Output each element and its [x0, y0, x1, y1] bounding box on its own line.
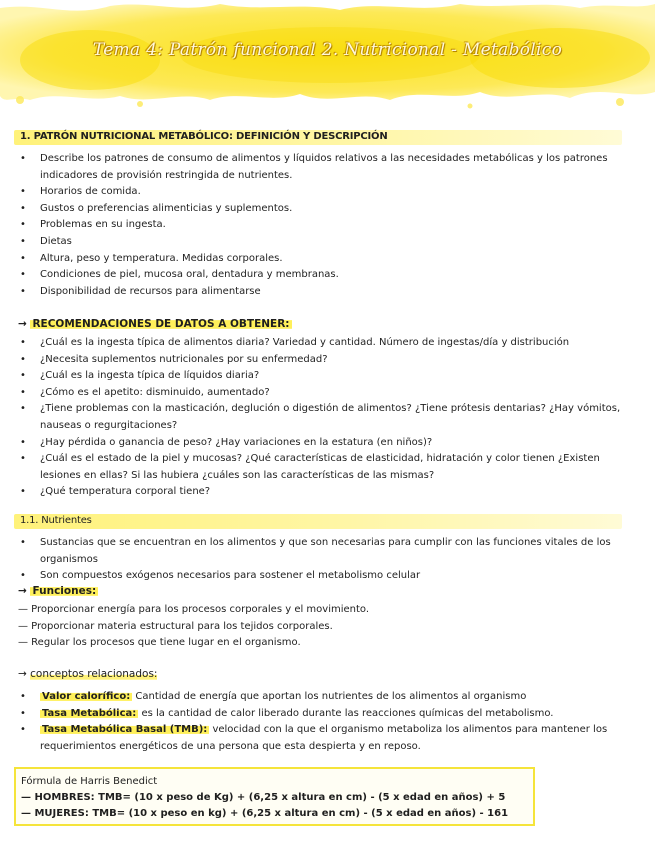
page-title: Tema 4: Patrón funcional 2. Nutricional - Metabólico: [92, 40, 563, 60]
bullet-icon: •: [20, 252, 26, 264]
list-item: — Regular los procesos que tiene lugar en el organismo.: [18, 637, 301, 649]
bullet-icon: •: [20, 153, 26, 164]
bullet-icon: •: [20, 436, 26, 448]
concepts-heading: → conceptos relacionados:: [18, 668, 158, 680]
list-item: • Valor calorífico: Cantidad de energía que aportan los nutrientes de los alimentos al organismo: [18, 689, 623, 706]
bullet-icon: •: [20, 453, 26, 465]
bullet-icon: •: [20, 285, 26, 297]
header-banner: [0, 0, 655, 112]
section-heading-1: 1. PATRÓN NUTRICIONAL METABÓLICO: DEFINICIÓN Y DESCRIPCIÓN: [20, 131, 388, 142]
list-item: • ¿Hay pérdida o ganancia de peso? ¿Hay variaciones en la estatura (en niños)?: [18, 435, 623, 452]
list-item: • ¿Qué temperatura corporal tiene?: [18, 484, 623, 501]
list-item: — Proporcionar energía para los procesos corporales y el movimiento.: [18, 604, 370, 615]
bullet-icon: •: [20, 219, 26, 231]
list-item: • Condiciones de piel, mucosa oral, dentadura y membranas.: [18, 267, 623, 284]
bullet-icon: •: [20, 386, 26, 398]
bullet-icon: •: [20, 370, 26, 382]
bullet-icon: •: [20, 691, 26, 702]
list-item: • Altura, peso y temperatura. Medidas corporales.: [18, 251, 623, 268]
formula-label: Fórmula de Harris Benedict: [21, 776, 158, 787]
functions-heading: → Funciones:: [18, 585, 97, 597]
functions-list: [18, 602, 623, 652]
recommendations-list: [18, 335, 623, 501]
formula-box: [14, 767, 535, 826]
list-item: • ¿Cuál es el estado de la piel y mucosas? ¿Qué características de elasticidad, hidratación y color tienen ¿Existen lesiones en ellas? Si las hubiera ¿cuáles son las características de las mismas?: [20, 453, 600, 481]
bullet-icon: •: [20, 202, 26, 214]
list-item: • Son compuestos exógenos necesarios para sostener el metabolismo celular: [18, 568, 623, 585]
formula-men: — HOMBRES: TMB= (10 x peso de Kg) + (6,25 x altura en cm) - (5 x edad en años) + 5: [21, 792, 506, 803]
list-item: • ¿Cuál es la ingesta típica de líquidos diaria?: [18, 368, 623, 385]
bullet-icon: •: [20, 186, 26, 198]
bullet-icon: •: [20, 353, 26, 365]
nutrients-list: [18, 535, 623, 585]
list-item: — Proporcionar materia estructural para los tejidos corporales.: [18, 620, 333, 632]
bullet-icon: •: [20, 570, 26, 582]
arrow-icon: →: [18, 318, 27, 330]
formula-women: — MUJERES: TMB= (10 x peso en kg) + (6,25 x altura en cm) - (5 x edad en años) - 161: [21, 808, 509, 819]
concepts-list: [18, 689, 623, 755]
section-highlight: [14, 514, 622, 529]
list-item: • Sustancias que se encuentran en los alimentos y que son necesarias para cumplir con las funciones vitales de los organismos: [20, 537, 611, 565]
list-item: • Tasa Metabólica Basal (TMB): velocidad con la que el organismo metaboliza los alimentos para mantener los requerimientos energéticos de una persona que esta despierta y en reposo.: [20, 724, 608, 752]
list-item: • ¿Tiene problemas con la masticación, deglución o digestión de alimentos? ¿Tiene prótesis dentarias? ¿Hay vómitos, nauseas o regurgitaciones?: [20, 403, 621, 431]
list-item: • ¿Necesita suplementos nutricionales por su enfermedad?: [18, 352, 623, 369]
list-item: • Disponibilidad de recursos para alimentarse: [18, 284, 623, 301]
list-item: • ¿Cómo es el apetito: disminuido, aumentado?: [18, 385, 623, 402]
arrow-icon: →: [18, 585, 27, 597]
section-heading-1-1: 1.1. Nutrientes: [20, 515, 92, 526]
bullet-icon: •: [20, 537, 26, 548]
list-item: • Describe los patrones de consumo de alimentos y líquidos relativos a las necesidades metabólicas y los patrones indicadores de provisión restringida de nutrientes.: [20, 153, 608, 181]
arrow-icon: →: [18, 668, 27, 680]
list-item: • Dietas: [18, 234, 623, 251]
bullet-icon: •: [20, 337, 26, 348]
section1-list: [18, 151, 623, 300]
bullet-icon: •: [20, 235, 26, 247]
list-item: • Tasa Metabólica: es la cantidad de calor liberado durante las reacciones químicas del metabolismo.: [18, 706, 623, 723]
bullet-icon: •: [20, 403, 26, 415]
recommendations-heading: → RECOMENDACIONES DE DATOS A OBTENER:: [18, 318, 290, 330]
list-item: • ¿Cuál es la ingesta típica de alimentos diaria? Variedad y cantidad. Número de ingestas/día y distribución: [18, 335, 623, 352]
bullet-icon: •: [20, 486, 26, 498]
bullet-icon: •: [20, 707, 26, 719]
list-item: • Gustos o preferencias alimenticias y suplementos.: [18, 201, 623, 218]
list-item: • Problemas en su ingesta.: [18, 217, 623, 234]
list-item: • Horarios de comida.: [18, 184, 623, 201]
bullet-icon: •: [20, 724, 26, 736]
bullet-icon: •: [20, 269, 26, 281]
